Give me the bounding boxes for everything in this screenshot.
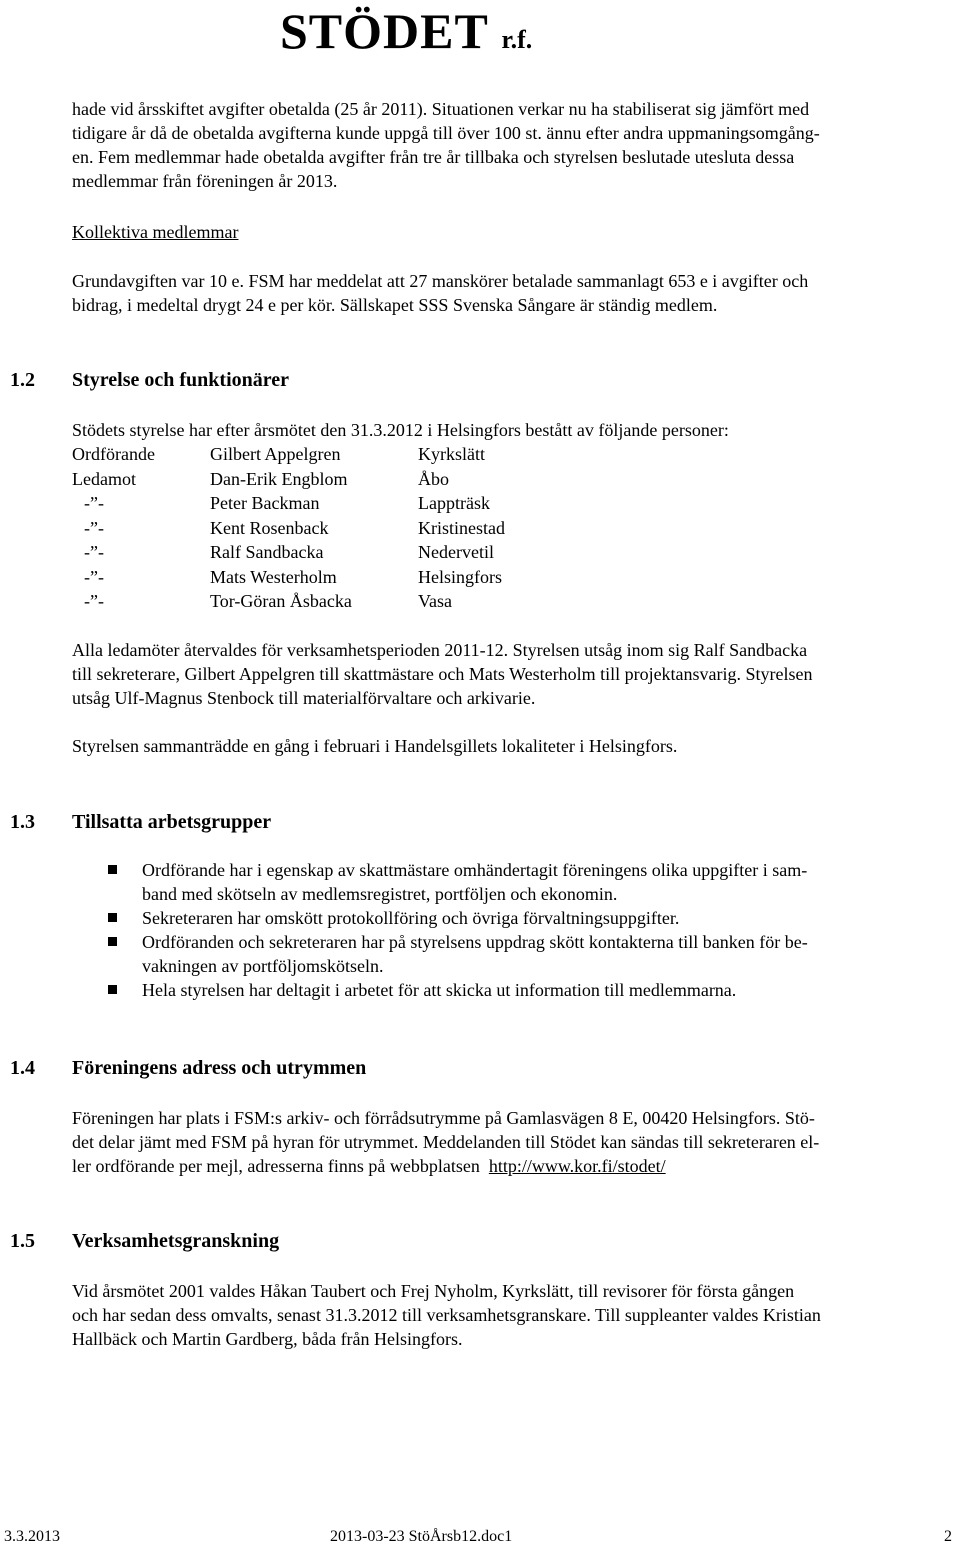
collective-heading-block bbox=[72, 220, 952, 244]
intro-line: en. Fem medlemmar hade obetalda avgifter från tre år tillbaka och styrelsen beslutade utesluta dessa bbox=[72, 147, 795, 167]
footer-filename: 2013-03-23 StöÅrsb12.doc1 bbox=[330, 1528, 513, 1545]
name-cell: Gilbert Appelgren bbox=[210, 444, 341, 464]
place-cell: Helsingfors bbox=[418, 566, 502, 587]
table-row bbox=[72, 491, 505, 516]
place-cell: Kristinestad bbox=[418, 517, 505, 538]
place-cell: Kyrkslätt bbox=[418, 444, 485, 464]
section-number: 1.3 bbox=[10, 811, 35, 833]
section-title: Verksamhetsgranskning bbox=[72, 1230, 280, 1252]
name-cell: Peter Backman bbox=[210, 493, 320, 513]
address-line bbox=[72, 1154, 952, 1178]
table-row bbox=[72, 565, 505, 590]
collective-line: bidrag, i medeltal drygt 24 e per kör. Sällskapet SSS Svenska Sångare är ständig medlem. bbox=[72, 295, 718, 315]
role-cell: -”- bbox=[84, 493, 104, 513]
list-item-line: Ordföranden och sekreteraren har på styrelsens uppdrag skött kontakterna till banken för be- bbox=[142, 932, 808, 952]
section-number: 1.5 bbox=[10, 1230, 35, 1252]
section-1-4-heading bbox=[10, 1055, 366, 1081]
collective-paragraph bbox=[72, 269, 952, 317]
workgroup-list bbox=[108, 858, 948, 1002]
table-row bbox=[72, 442, 505, 467]
section-1-3-heading bbox=[10, 809, 271, 835]
audit-line: Vid årsmötet 2001 valdes Håkan Taubert och Frej Nyholm, Kyrkslätt, till revisorer för första gången bbox=[72, 1281, 795, 1301]
section-title: Föreningens adress och utrymmen bbox=[72, 1057, 367, 1079]
meeting-paragraph bbox=[72, 734, 952, 758]
role-cell: -”- bbox=[84, 566, 104, 587]
brand-suffix: r.f. bbox=[501, 25, 533, 54]
intro-line: hade vid årsskiftet avgifter obetalda (25 år 2011). Situationen verkar nu ha stabiliserat sig jämfört med bbox=[72, 99, 810, 119]
intro-paragraph bbox=[72, 97, 952, 193]
board-line: Alla ledamöter återvaldes för verksamhetsperioden 2011-12. Styrelsen utsåg inom sig Ralf Sandbacka bbox=[72, 640, 808, 660]
bullet-square-icon bbox=[108, 865, 117, 874]
list-item bbox=[108, 906, 948, 930]
table-row bbox=[72, 589, 505, 614]
list-item-line: Ordförande har i egenskap av skattmästare omhändertagit föreningens olika uppgifter i sam- bbox=[142, 860, 808, 880]
name-cell: Ralf Sandbacka bbox=[210, 542, 324, 562]
address-line: Föreningen har plats i FSM:s arkiv- och förrådsutrymme på Gamlasvägen 8 E, 00420 Helsingfors. Stö- bbox=[72, 1108, 815, 1128]
bullet-square-icon bbox=[108, 985, 117, 994]
list-item-line: band med skötseln av medlemsregistret, portföljen och ekonomin. bbox=[142, 884, 618, 904]
board-table bbox=[72, 442, 505, 614]
audit-line: Hallbäck och Martin Gardberg, båda från Helsingfors. bbox=[72, 1329, 463, 1349]
brand-name: STÖDET bbox=[280, 3, 488, 59]
section-title: Styrelse och funktionärer bbox=[72, 369, 290, 391]
place-cell: Nedervetil bbox=[418, 542, 494, 562]
collective-heading: Kollektiva medlemmar bbox=[72, 222, 239, 242]
list-item bbox=[108, 978, 948, 1002]
audit-line: och har sedan dess omvalts, senast 31.3.2012 till verksamhetsgranskare. Till suppleanter valdes Kristian bbox=[72, 1305, 821, 1325]
board-intro bbox=[72, 418, 952, 442]
board-paragraph bbox=[72, 638, 952, 710]
footer-page-number: 2 bbox=[944, 1528, 952, 1545]
address-line-text: ler ordförande per mejl, adresserna finns på webbplatsen bbox=[72, 1156, 480, 1176]
audit-paragraph bbox=[72, 1279, 952, 1351]
role-cell: -”- bbox=[84, 591, 104, 611]
section-title: Tillsatta arbetsgrupper bbox=[72, 811, 272, 833]
intro-line: medlemmar från föreningen år 2013. bbox=[72, 171, 338, 191]
role-cell: Ledamot bbox=[72, 468, 136, 489]
board-line: utsåg Ulf-Magnus Stenbock till materialförvaltare och arkivarie. bbox=[72, 688, 536, 708]
role-cell: -”- bbox=[84, 517, 104, 538]
meeting-line: Styrelsen sammanträdde en gång i februari i Handelsgillets lokaliteter i Helsingfors. bbox=[72, 736, 678, 756]
address-line: det delar jämt med FSM på hyran för utrymmet. Meddelanden till Stödet kan sändas till sekreteraren el- bbox=[72, 1132, 820, 1152]
place-cell: Vasa bbox=[418, 591, 452, 611]
intro-line: tidigare år då de obetalda avgifterna kunde uppgå till över 100 st. ännu efter andra uppmaningsomgång- bbox=[72, 123, 820, 143]
name-cell: Dan-Erik Engblom bbox=[210, 468, 348, 489]
list-item-line: Hela styrelsen har deltagit i arbetet för att skicka ut information till medlemmarna. bbox=[142, 980, 737, 1000]
table-row bbox=[72, 516, 505, 541]
role-cell: Ordförande bbox=[72, 444, 155, 464]
list-item-line: vakningen av portföljomskötseln. bbox=[142, 956, 384, 976]
list-item bbox=[108, 858, 948, 906]
section-1-2-heading bbox=[10, 367, 289, 393]
footer-date: 3.3.2013 bbox=[4, 1528, 60, 1545]
table-row bbox=[72, 467, 505, 492]
name-cell: Kent Rosenback bbox=[210, 517, 329, 538]
name-cell: Tor-Göran Åsbacka bbox=[210, 591, 352, 611]
bullet-square-icon bbox=[108, 937, 117, 946]
section-number: 1.4 bbox=[10, 1057, 35, 1079]
address-paragraph bbox=[72, 1106, 952, 1178]
header-logo bbox=[280, 4, 532, 67]
board-line: till sekreterare, Gilbert Appelgren till skattmästare och Mats Westerholm till projektansvarig. Styrelsen bbox=[72, 664, 813, 684]
name-cell: Mats Westerholm bbox=[210, 566, 337, 587]
table-row bbox=[72, 540, 505, 565]
board-intro-text: Stödets styrelse har efter årsmötet den 31.3.2012 i Helsingfors bestått av följande personer: bbox=[72, 420, 729, 440]
section-number: 1.2 bbox=[10, 369, 35, 391]
place-cell: Lappträsk bbox=[418, 493, 490, 513]
section-1-5-heading bbox=[10, 1228, 279, 1254]
place-cell: Åbo bbox=[418, 468, 449, 489]
list-item bbox=[108, 930, 948, 978]
website-link[interactable]: http://www.kor.fi/stodet/ bbox=[488, 1156, 666, 1176]
bullet-square-icon bbox=[108, 913, 117, 922]
collective-line: Grundavgiften var 10 e. FSM har meddelat att 27 manskörer betalade sammanlagt 653 e i avgifter och bbox=[72, 271, 809, 291]
role-cell: -”- bbox=[84, 542, 104, 562]
list-item-line: Sekreteraren har omskött protokollföring och övriga förvaltningsuppgifter. bbox=[142, 908, 680, 928]
